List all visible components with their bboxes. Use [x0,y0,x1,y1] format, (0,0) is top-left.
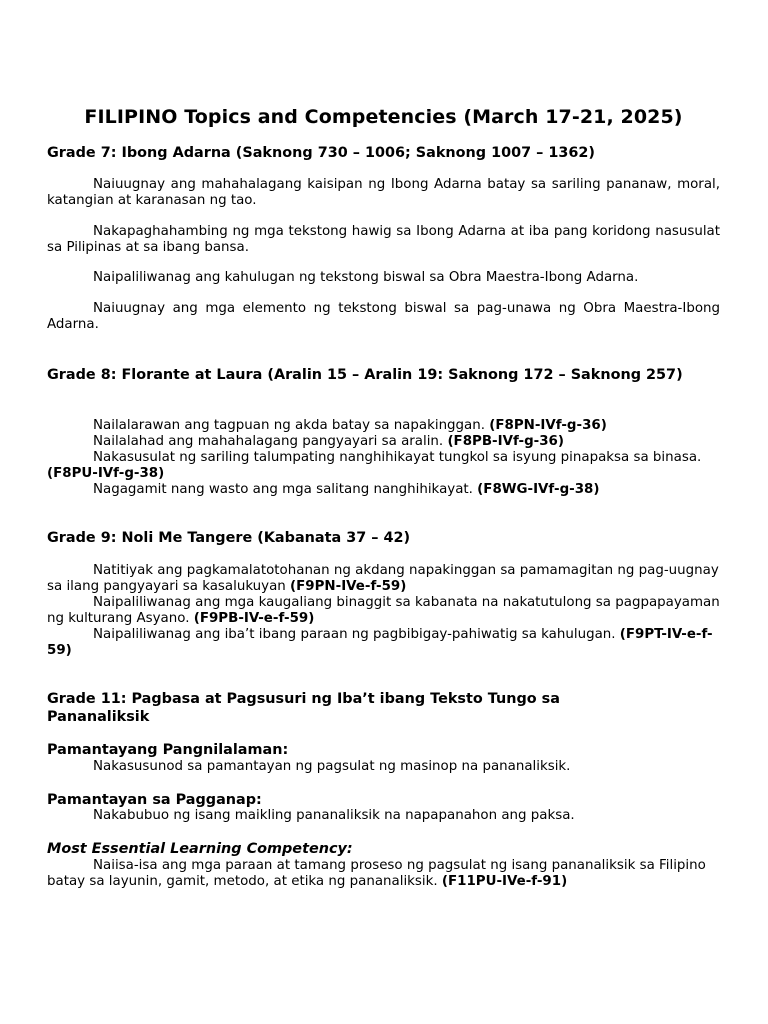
grade8-heading: Grade 8: Florante at Laura (Aralin 15 – Aralin 19: Saknong 172 – Saknong 257) [47,367,683,383]
grade7-competency-1: Naiuugnay ang mahahalagang kaisipan ng Ibong Adarna batay sa sariling pananaw, moral, katangian at karanasan ng tao. [47,177,720,208]
competency-code: (F8PB-IVf-g-36) [447,434,564,449]
competency-text: Nailalarawan ang tagpuan ng akda batay sa napakinggan. [93,418,490,433]
grade7-competency-4: Naiuugnay ang mga elemento ng tekstong biswal sa pag-unawa ng Obra Maestra-Ibong Adarna. [47,301,720,332]
grade11-heading: Grade 11: Pagbasa at Pagsusuri ng Iba’t ibang Teksto Tungo sa Pananaliksik [47,691,560,725]
melc-label: Most Essential Learning Competency: [47,841,353,857]
competency-code: (F9PT-IV-e-f-59) [47,627,713,658]
grade7-competency-2: Nakapaghahambing ng mga tekstong hawig sa Ibong Adarna at iba pang koridong nasusulat sa Pilipinas at sa ibang bansa. [47,224,720,255]
competency-code: (F8PU-IVf-g-38) [47,466,165,481]
performance-standard-text: Nakabubuo ng isang maikling pananaliksik na napapanahon ang paksa. [93,808,575,823]
competency-text: Nagagamit nang wasto ang mga salitang nanghihikayat. [93,482,478,497]
competency-code: (F8PN-IVf-g-36) [489,418,607,433]
content-standard-text: Nakasusunod sa pamantayan ng pagsulat ng masinop na pananaliksik. [93,759,571,774]
competency-text: Nakasusulat ng sariling talumpating nanghihikayat tungkol sa isyung pinapaksa sa binasa. [93,450,702,465]
competency-code: (F8WG-IVf-g-38) [477,482,600,497]
grade8-competency-3 [47,450,720,482]
competency-text: Nailalahad ang mahahalagang pangyayari sa aralin. [93,434,448,449]
competency-text: Naipaliliwanag ang mga kaugaliang binaggit sa kabanata na nakatutulong sa pagpapayaman ng kulturang Asyano. [47,595,720,626]
grade7-competency-3: Naipaliliwanag ang kahulugan ng tekstong biswal sa Obra Maestra-Ibong Adarna. [93,270,639,285]
grade7-heading: Grade 7: Ibong Adarna (Saknong 730 – 1006; Saknong 1007 – 1362) [47,145,595,161]
grade8-competency-list [47,418,720,498]
page-title: FILIPINO Topics and Competencies (March 17-21, 2025) [84,106,683,128]
grade8-competency-4 [47,482,720,498]
melc-competency [47,858,720,890]
grade9-competency-3 [47,627,720,659]
competency-code: (F9PN-IVe-f-59) [290,579,407,594]
performance-standard-label: Pamantayan sa Pagganap: [47,792,262,808]
grade9-competency-list [47,563,720,659]
grade9-competency-1 [47,563,720,595]
grade8-competency-2 [47,434,720,450]
competency-text: Naipaliliwanag ang iba’t ibang paraan ng pagbibigay-pahiwatig sa kahulugan. [93,627,620,642]
competency-text: Natitiyak ang pagkamalatotohanan ng akdang napakinggan sa pamamagitan ng pag-uugnay sa ilang pangyayari sa kasalukuyan [47,563,719,594]
grade9-competency-2 [47,595,720,627]
grade8-competency-1 [47,418,720,434]
content-standard-label: Pamantayang Pangnilalaman: [47,742,289,758]
competency-text: Naiisa-isa ang mga paraan at tamang proseso ng pagsulat ng isang pananaliksik sa Filipino batay sa layunin, gamit, metodo, at etika ng pananaliksik. [47,858,706,889]
grade9-heading: Grade 9: Noli Me Tangere (Kabanata 37 – 42) [47,530,411,546]
competency-code: (F9PB-IV-e-f-59) [193,611,315,626]
competency-code: (F11PU-IVe-f-91) [441,874,568,889]
